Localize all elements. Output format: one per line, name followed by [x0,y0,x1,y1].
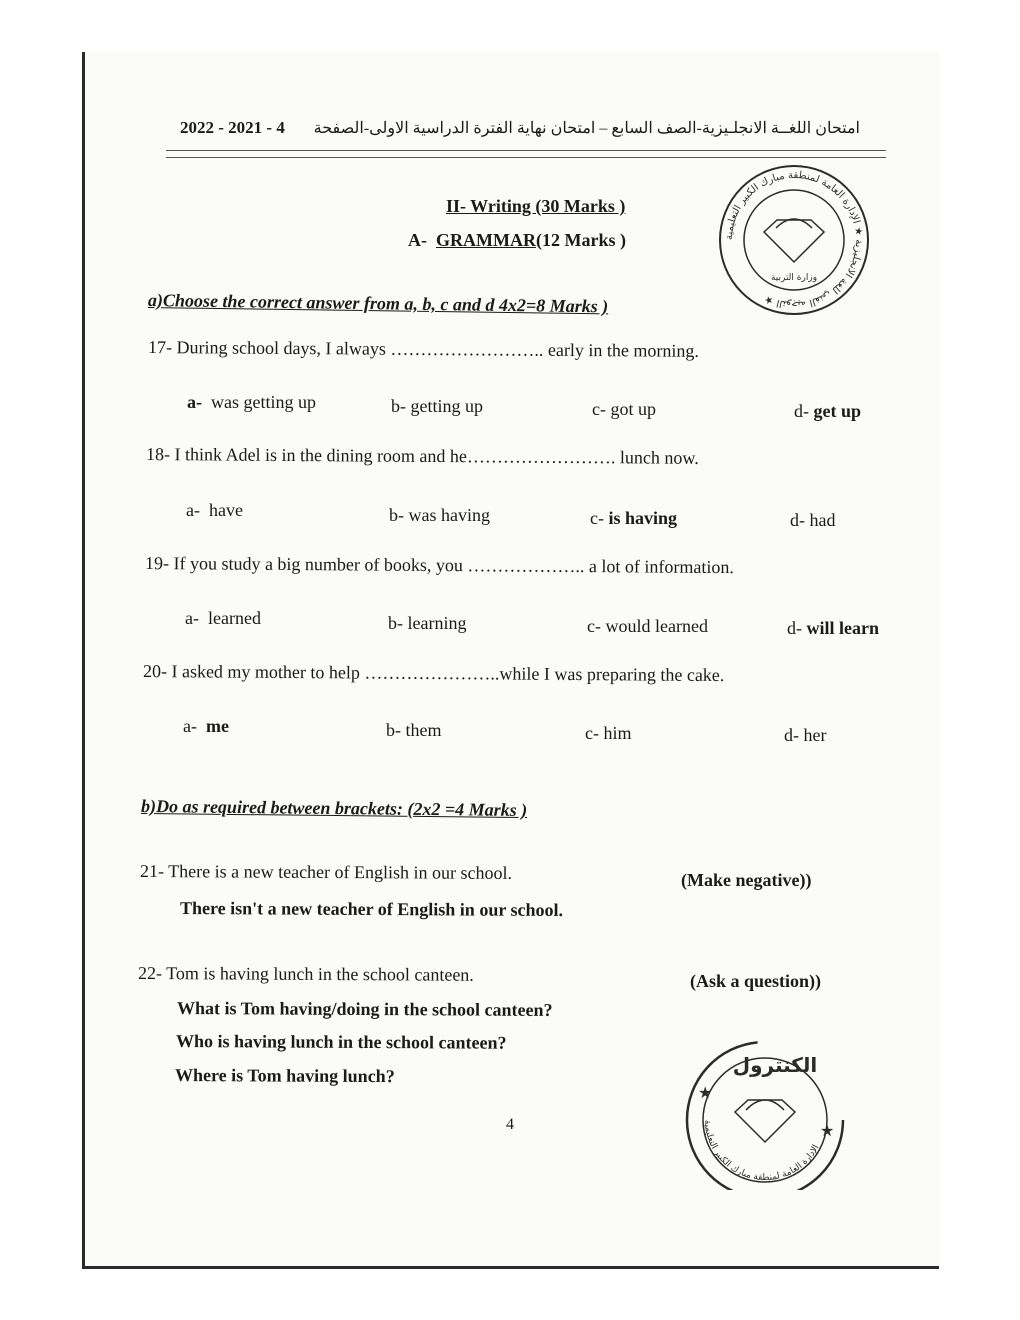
part-a-title: Choose the correct answer from a, b, c and d 4x2=8 Marks ) [162,290,609,317]
page-header [180,118,860,138]
q18-option-a: a- have [186,500,243,520]
section-title: II- Writing (30 Marks ) [446,196,626,216]
q21-instruction: (Make negative)) [681,870,812,890]
svg-text:التوجيه الفني للغة الانجليزية [724,170,864,310]
q22-answer-3: Where is Tom having lunch? [174,1065,395,1087]
part-b-label: b) [140,796,157,817]
q22-instruction: (Ask a question)) [690,971,822,991]
q17-option-d: d- get up [794,401,862,421]
grammar-marks: (12 Marks ) [535,230,626,250]
q17-option-c: c- got up [592,399,656,419]
q17-option-a: a- was getting up [187,392,316,412]
q19-option-c: c- would learned [587,616,708,636]
seal-bottom-title: الكنترول [732,1053,818,1077]
question-21: 21- There is a new teacher of English in our school. [139,861,513,883]
q18-option-b: b- was having [389,505,490,525]
q21-answer: There isn't a new teacher of English in our school. [179,898,564,921]
q18-option-c: c- is having [590,508,678,528]
part-a-label: a) [147,290,164,311]
grammar-title [408,230,626,251]
seal-top-center-text: وزارة التربية [770,273,818,283]
question-17: 17- During school days, I always …………………….. early in the morning. [147,337,699,361]
page-number: 4 [506,1116,514,1133]
q19-option-a: a- learned [185,608,261,628]
q20-option-a: a- me [183,716,229,736]
question-19: 19- If you study a big number of books, you ……………….. a lot of information. [144,553,734,578]
header-arabic-title: امتحان اللغــة الانجلـيزية-الصف السابع – امتحان نهاية الفترة الدراسية الاولى-الصفحة [313,120,860,137]
q20-option-d: d- her [784,725,827,745]
q20-option-b: b- them [386,720,442,740]
question-22: 22- Tom is having lunch in the school canteen. [137,963,474,985]
q19-option-b: b- learning [388,613,467,633]
seal-bottom-ring-text: الإدارة العامة لمنطقة مبارك الكبير التعليمية [701,1119,822,1184]
part-b-title: Do as required between brackets: (2x2 =4 Marks ) [155,796,528,821]
header-divider [166,150,886,158]
svg-text:الإدارة العامة لمنطقة مبارك ال [702,1120,821,1183]
svg-text:★: ★ [820,1121,835,1140]
seal-top-ring-text: التوجيه الفني للغة الانجليزية ★ الإدارة العامة لمنطقة مبارك الكبير التعليمية ★ [723,169,865,311]
q18-option-d: d- had [790,510,836,530]
q20-option-c: c- him [585,723,632,743]
header-year: 2022 - 2021 - 4 [180,118,285,137]
q22-answer-1: What is Tom having/doing in the school canteen? [176,998,553,1020]
q22-answer-2: Who is having lunch in the school canteen? [175,1031,507,1053]
control-seal [680,1040,850,1190]
svg-text:★: ★ [698,1083,713,1102]
question-18: 18- I think Adel is in the dining room and he……………………. lunch now. [145,444,699,468]
grammar-label: GRAMMAR [436,230,536,250]
q17-option-b: b- getting up [391,396,483,416]
part-b-heading [141,796,527,821]
guidance-seal [716,162,872,318]
q19-option-d: d- will learn [787,618,879,638]
question-20: 20- I asked my mother to help …………………..while I was preparing the cake. [142,661,725,686]
grammar-prefix: A- [408,230,427,250]
